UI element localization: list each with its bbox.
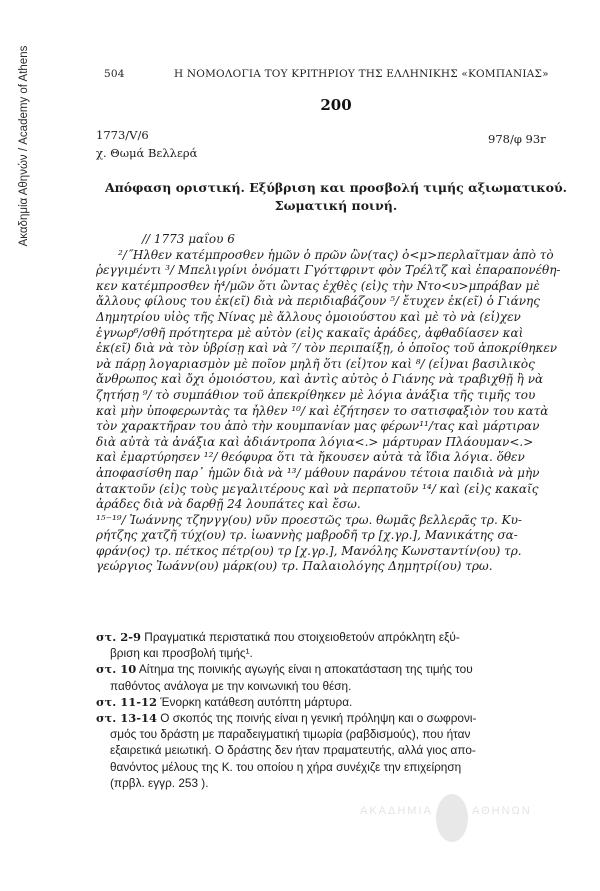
- heading-line-2: Σωματική ποινή.: [274, 198, 398, 213]
- stamp-text-left: ΑΚΑΔΗΜΙΑ: [360, 805, 433, 817]
- commentary-line: [96, 726, 576, 742]
- commentary-line: [96, 661, 576, 677]
- text-line: ἐγνωρ⁶/σθῆ πρότητερα μὲ αὐτὸν (εἰ)ς κακαῖς ἀράδες, ἀφθαδίασεν καὶ: [96, 325, 524, 340]
- text-line: // 1773 μαΐου 6: [142, 232, 235, 246]
- commentary-line-ref: στ. 10: [96, 662, 137, 677]
- text-line: διὰ αὐτὰ τὰ ἀνάξια καὶ ἀδιάντροπα λόγια<.> μάρτυραν Πλάουμαν<.>: [96, 434, 534, 449]
- commentary-text: παθόντος ανάλογα με την κοινωνική του θέση.: [110, 678, 352, 693]
- commentary-text: σμός του δράστη με παραδειγματική τιμωρία (ραβδισμούς), που ήταν: [110, 727, 471, 742]
- commentary-line-ref: στ. 2-9: [96, 630, 142, 644]
- academy-stamp: [360, 790, 550, 850]
- text-line: ἀράδες διὰ νὰ δαρθῇ 24 λουπάτες καὶ ἔσω.: [96, 497, 361, 512]
- date-reference: 1773/V/6: [96, 128, 149, 142]
- commentary-line: [96, 678, 576, 694]
- text-line: γεώργιος Ἰωάνν(ου) μάρκ(ου) τρ. Παλαιολόγης Δημητρί(ου) τρω.: [96, 559, 493, 574]
- text-line: ζητήσῃ ⁹/ τὸ συμπάθιον τοῦ ἀπεκρίθηκεν μὲ λόγια ἀνάξια τῆς τιμῆς του: [96, 387, 536, 402]
- text-line: καὶ ἐμαρτύρησεν ¹²/ θεόφυρα ὅτι τὰ ἤκουσεν αὐτὰ τὰ ἴδια λόγια. ὅθεν: [96, 450, 525, 465]
- commentary-line: [96, 759, 576, 775]
- stamp-text-right: ΑΘΗΝΩΝ: [472, 805, 532, 817]
- commentary-line: [96, 742, 576, 758]
- commentary-line: [96, 629, 576, 645]
- transcribed-text: [96, 232, 576, 575]
- document-number: 200: [320, 96, 352, 114]
- text-line: ἄνθρωπος καὶ ὄχι ὁμοιόστου, καὶ ἀντὶς αὐτὸς ὁ Γιάνης νὰ τραβιχθῇ ἢ νὰ: [96, 372, 544, 387]
- commentary-text: θανόντος μέλους της Κ. του οποίου η χήρα συνέχιζε την επιχείρηση: [110, 759, 462, 774]
- text-line: τὸν χαρακτῆραν του ἀπὸ τὴν κουμπανίαν μας φέρων¹¹/τας καὶ μάρτιραν: [96, 419, 540, 434]
- commentary-line: [96, 710, 576, 726]
- text-line: ἀτακτοῦν (εἰ)ς τοὺς μεγαλιτέρους καὶ νὰ περπατοῦν ¹⁴/ καὶ (εἰ)ς κακαῖς: [96, 481, 539, 496]
- text-line: ²/˝Ηλθεν κατέμπροσθεν ἡμῶν ὁ πρῶν ὢν(τας) ὁ<μ>περλαῖτμαν ἀπὸ τὸ: [118, 247, 554, 262]
- commentary-text: Ένορκη κατάθεση αυτόπτη μάρτυρα.: [157, 694, 353, 709]
- text-line: φράν(ος) τρ. πέτκος πέτρ(ου) τρ [χ.γρ.], Μανόλης Κωνσταντίν(ου) τρ.: [96, 543, 522, 558]
- text-line: νὰ πάρῃ λογαριασμὸν μὲ ποῖον μηλῆ ὅτι (εἶ)τον καὶ ⁸/ (εἶ)ναι βασιλικὸς: [96, 356, 535, 371]
- commentary-text: Πραγματικά περιστατικά που στοιχειοθετούν απρόκλητη εξύ-: [141, 630, 460, 644]
- text-line: ἄλλους φίλους του ἐκ(εῖ) διὰ νὰ περιδιαβάζουν ⁵/ ἔτυχεν ἐκ(εῖ) ὁ Γιάνης: [96, 294, 540, 309]
- athena-emblem-icon: [432, 790, 472, 846]
- commentary-text: βριση και προσβολή τιμής¹.: [110, 646, 253, 661]
- running-title: Η ΝΟΜΟΛΟΓΙΑ ΤΟΥ ΚΡΙΤΗΡΙΟΥ ΤΗΣ ΕΛΛΗΝΙΚΗΣ «ΚΟΜΠΑΝΙΑΣ»: [174, 68, 549, 80]
- text-line: κεν κατέμπροσθεν ἡ⁴/μῶν ὅτι ὢντας ἐχθὲς (εἰ)ς τὴν Ντο<υ>μπράβαν μὲ: [96, 278, 540, 293]
- text-line: ἐκ(εῖ) διὰ νὰ τὸν ὑβρίσῃ καὶ νὰ ⁷/ τὸν περιπαίξῃ, ὁ ὁποῖος τοῦ ἀποκρίθηκεν: [96, 341, 558, 356]
- commentary-line: [96, 645, 576, 661]
- commentary-notes: [96, 629, 576, 791]
- document-heading: [96, 179, 576, 215]
- side-watermark: [14, 0, 36, 300]
- text-line: καὶ μὴν ὑποφερωντὰς τα ἦλθεν ¹⁰/ καὶ ἐζήτησεν το σατισφαξιὸν του κατὰ: [96, 403, 549, 418]
- commentary-text: εξαιρετικά μειωτική. Ο δράστης δεν ήταν πραματευτής, αλλά γιος απο-: [110, 743, 476, 758]
- commentary-text: (πρβλ. εγγρ. 253 ).: [110, 775, 209, 790]
- text-line: ρήτζης χατζῆ τύχ(ου) τρ. ἰωαννὴς μαβροδῆ τρ [χ.γρ.], Μανικάτης σα-: [96, 528, 518, 543]
- archive-reference: 978/φ 93r: [488, 132, 546, 146]
- scribe-name: χ. Θωμά Βελλερά: [96, 146, 198, 160]
- commentary-line: [96, 694, 576, 710]
- side-watermark-text: Ακαδημία Αθηνών / Academy of Athens: [18, 45, 30, 247]
- commentary-line-ref: στ. 13-14: [96, 711, 158, 726]
- commentary-line: [96, 775, 576, 791]
- page-number: 504: [104, 68, 125, 80]
- commentary-text: Αίτημα της ποινικής αγωγής είναι η αποκατάσταση της τιμής του: [136, 662, 473, 677]
- text-line: ῥεγγιμέντι ³/ Μπελιγρίνι ὀνόματι Γγόττφριντ φὸν Τρέλτζ καὶ ἐπαραπονέθη-: [96, 263, 561, 278]
- commentary-line-ref: στ. 11-12: [96, 694, 158, 709]
- text-line: ¹⁵⁻¹⁹/ Ἰωάννης τζηνγγ(ου) νῦν προεστῶς τρω. θωμᾶς βελλερᾶς τρ. Κυ-: [96, 512, 522, 527]
- commentary-text: Ο σκοπός της ποινής είναι η γενική πρόληψη και ο σωφρονι-: [157, 711, 477, 726]
- text-line: ἀποφασίσθη παρ᾽ ἡμῶν διὰ νὰ ¹³/ μάθουν παράνου τέτοια παιδιὰ νὰ μὴν: [96, 465, 540, 480]
- heading-line-1: Απόφαση οριστική. Εξύβριση και προσβολή τιμής αξιωματικού.: [104, 180, 568, 195]
- text-line: Δημητρίου υἱὸς τῆς Νίνας μὲ ἄλλους ὁμοιούστου καὶ μὲ τὸ νὰ (εἶ)χεν: [96, 309, 521, 324]
